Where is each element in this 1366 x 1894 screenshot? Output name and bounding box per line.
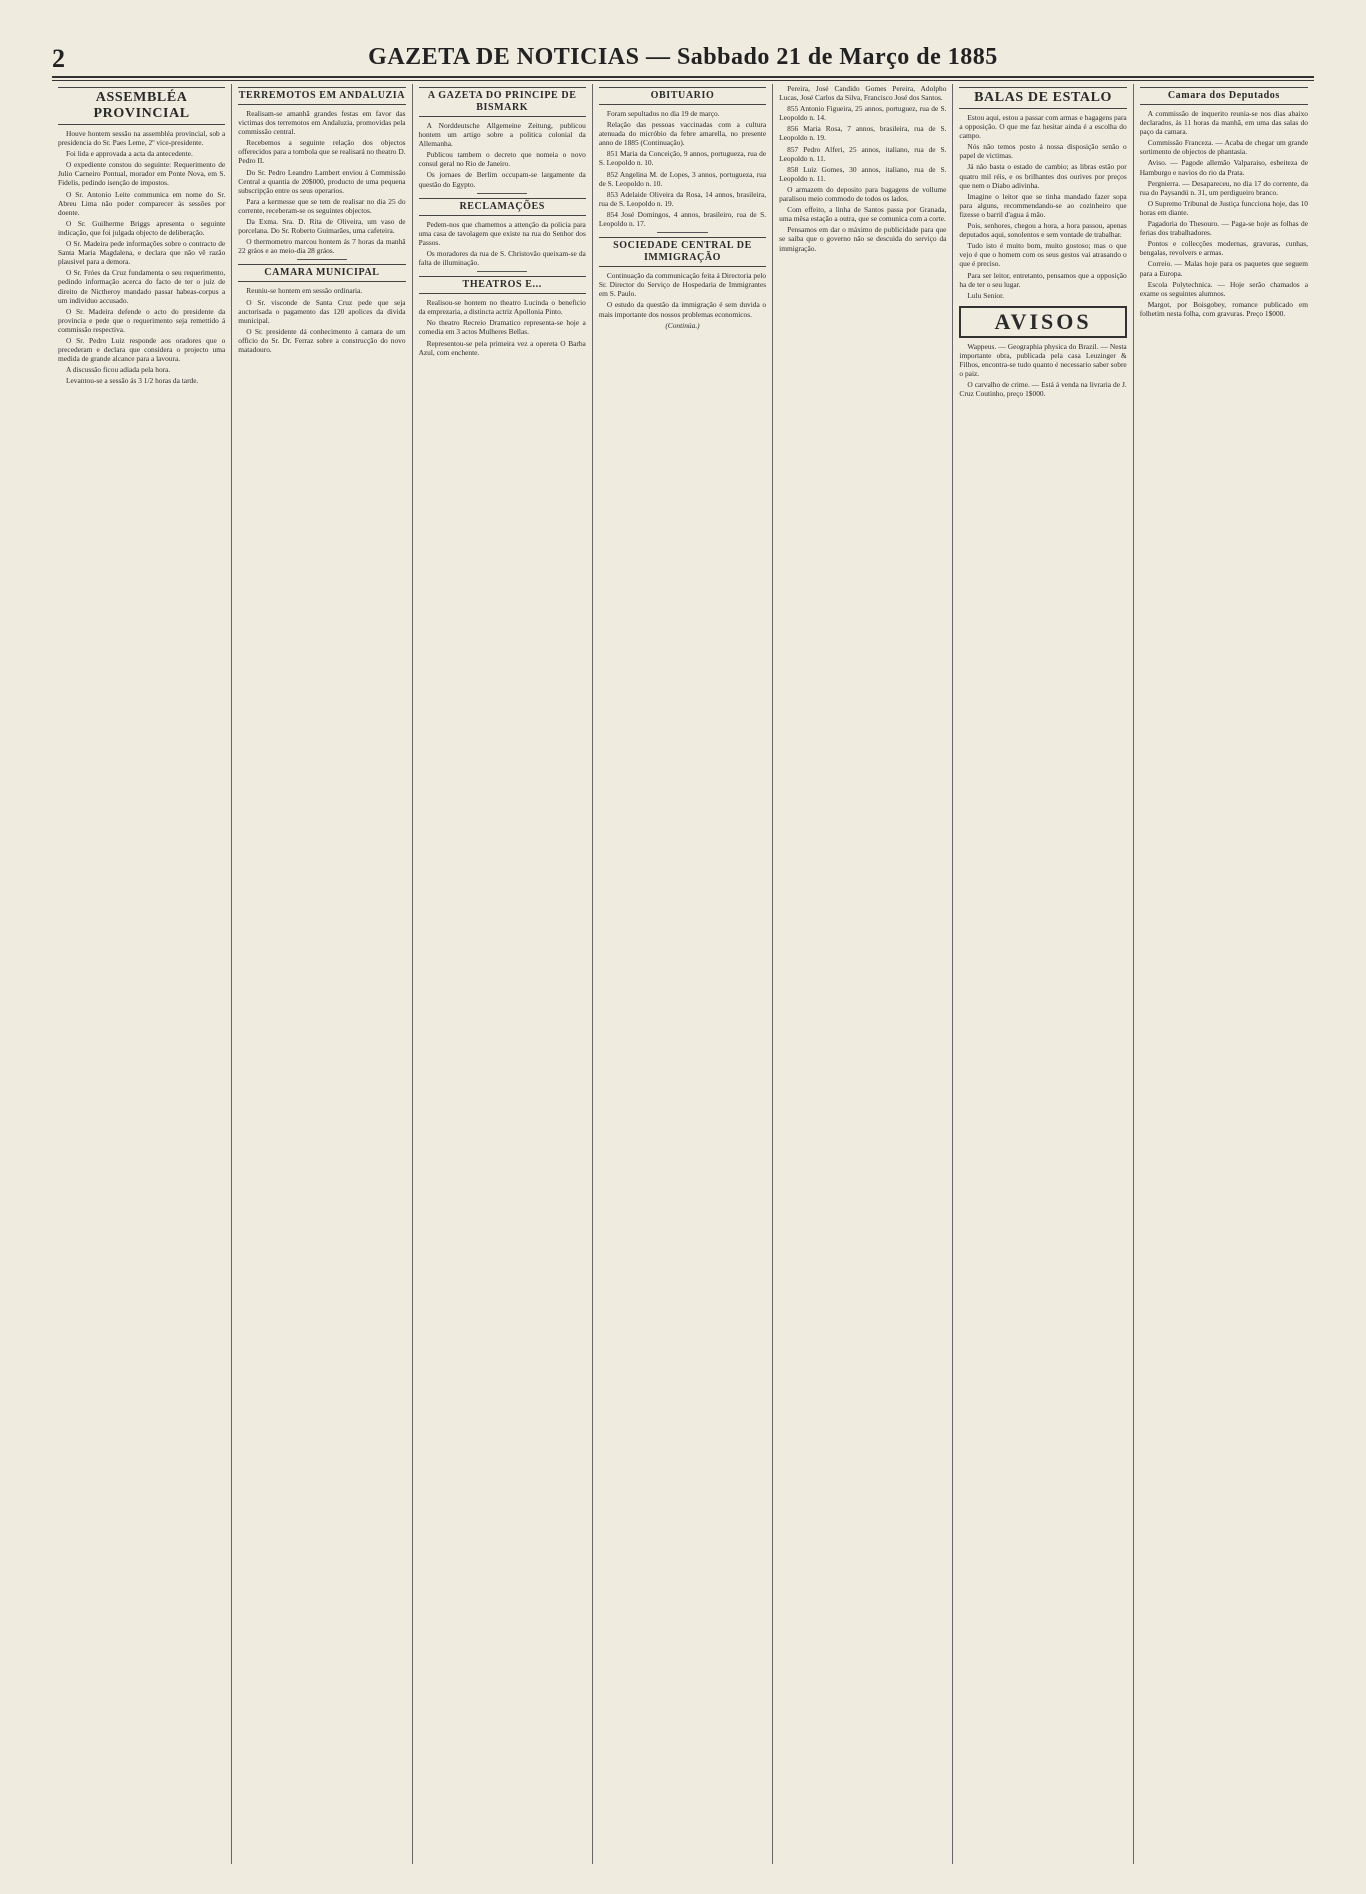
article-paragraph: Realisam-se amanhã grandes festas em favor das victimas dos terremotos em Andaluzia, promovidas pela commissão central. bbox=[238, 109, 406, 137]
article-paragraph: Publicou tambem o decreto que nomeia o novo consul geral no Rio de Janeiro. bbox=[418, 150, 586, 169]
article-paragraph: O armazem do deposito para bagagens de vollume paralisou meio commodo de todos os lados. bbox=[779, 184, 947, 204]
column-4 bbox=[593, 84, 773, 1864]
article-paragraph: O Supremo Tribunal de Justiça funcciona hoje, das 10 horas em diante. bbox=[1139, 198, 1308, 217]
article-paragraph: O carvalho de crime. — Está á venda na livraria de J. Cruz Coutinho, preço 1$000. bbox=[959, 380, 1127, 399]
article-paragraph: O Sr. visconde de Santa Cruz pede que seja auctorisada o pagamento das 120 apolices da divida municipal. bbox=[238, 297, 406, 325]
divider bbox=[477, 271, 527, 272]
article-paragraph: Pontos e collecções modernas, gravuras, cunhas, bengalas, revolvers e armas. bbox=[1139, 239, 1308, 258]
section-heading: TERREMOTOS EM ANDALUZIA bbox=[238, 87, 405, 105]
article-paragraph: Escola Polytechnica. — Hoje serão chamados a exame os seguintes alumnos. bbox=[1139, 279, 1308, 298]
continued-note: (Continúa.) bbox=[665, 320, 700, 330]
divider bbox=[477, 193, 527, 194]
article-paragraph: Foi lida e approvada a acta da antecedente. bbox=[66, 149, 193, 159]
article-paragraph: Levantou-se a sessão ás 3 1/2 horas da tarde. bbox=[66, 376, 199, 386]
article-paragraph: Estou aqui, estou a passar com armas e bagagens para a opposição. O que me faz hesitar ainda é a escolha do campo. bbox=[959, 113, 1127, 141]
article-paragraph: 856 Maria Rosa, 7 annos, brasileira, rua de S. Leopoldo n. 19. bbox=[779, 124, 947, 143]
section-heading: RECLAMAÇÕES bbox=[419, 198, 586, 216]
divider bbox=[297, 259, 347, 260]
article-paragraph: A discussão ficou adiada pela hora. bbox=[66, 365, 171, 375]
column-7 bbox=[1134, 84, 1314, 1864]
article-paragraph: Correio. — Malas hoje para os paquetes que seguem para a Europa. bbox=[1139, 259, 1308, 278]
article-paragraph: Realisou-se hontem no theatro Lucinda o beneficio da emprezaria, a distincta actriz Apollonia Pinto. bbox=[418, 298, 586, 317]
article-paragraph: O expediente constou do seguinte: Requerimento de Julio Carneiro Pontual, morador em Ponte Nova, em S. Fidelis, pedindo isenção de impostos. bbox=[58, 160, 226, 188]
article-paragraph: Aviso. — Pagode allemão Valparaiso, esbeiteza de Hamburgo e navios do rio da Prata. bbox=[1139, 158, 1308, 177]
article-paragraph: Pagadoria do Thesouro. — Paga-se hoje as folhas de ferias dos trabalhadores. bbox=[1139, 219, 1308, 238]
article-paragraph: Houve hontem sessão na assembléa provincial, sob a presidencia do Sr. Paes Leme, 2º vice-presidente. bbox=[58, 129, 226, 148]
article-paragraph: O Sr. Pedro Luiz responde aos oradores que o precederam e declara que considera o projecto uma medida de grande alcance para a lavoura. bbox=[58, 335, 226, 364]
section-heading: Camara dos Deputados bbox=[1140, 87, 1308, 105]
article-paragraph: Pedem-nos que chamemos a attenção da policia para uma casa de tavolagem que existe na rua do Senhor dos Passos. bbox=[418, 219, 586, 247]
article-paragraph: Os jornaes de Berlim occupam-se largamente da questão do Egypto. bbox=[418, 170, 586, 189]
article-paragraph: Para ser leitor, entretanto, pensamos que a opposição ha de ter o seu lugar. bbox=[959, 270, 1127, 289]
article-paragraph: Tudo isto é muito bom, muito gostoso; mas o que vejo é que o homem com os seus gestos vai atrasando o que é preciso. bbox=[959, 241, 1127, 269]
article-paragraph: O Sr. presidente dá conhecimento á camara de um officio do Sr. Dr. Ferraz sobre a construcção do novo matadouro. bbox=[238, 326, 406, 354]
divider bbox=[657, 232, 707, 233]
article-paragraph: Da Exma. Sra. D. Rita de Oliveira, um vaso de porcelana. Do Sr. Roberto Guimarães, uma cafeteira. bbox=[238, 217, 406, 236]
article-paragraph: Lulu Senior. bbox=[967, 290, 1004, 300]
article-paragraph: Pergnierra. — Desapareceu, no dia 17 do corrente, da rua do Paysandú n. 31, um perdigueiro branco. bbox=[1139, 178, 1308, 197]
section-heading: ASSEMBLÉA PROVINCIAL bbox=[58, 87, 225, 125]
article-paragraph: A commissão de inquerito reunia-se nos dias abaixo declarados, ás 11 horas da manhã, em uma das salas do paço da camara. bbox=[1139, 109, 1308, 137]
article-paragraph: O Sr. Antonio Leite communica em nome do Sr. Abreu Lima não poder comparecer ás sessões por doente. bbox=[58, 189, 226, 217]
article-paragraph: Wappeus. — Geographia physica do Brazil. — Nesta importante obra, publicada pela casa Leuzinger & Filhos, encontra-se tudo quanto é necessario saber sobre o paiz. bbox=[959, 341, 1127, 379]
article-paragraph: O Sr. Madeira pede informações sobre o contracto de Santa Maria Magdalena, e declara que não vê razão plausivel para a demora. bbox=[58, 239, 226, 267]
article-paragraph: 855 Antonio Figueira, 25 annos, portuguez, rua de S. Leopoldo n. 14. bbox=[779, 104, 947, 123]
masthead bbox=[52, 44, 1314, 78]
article-paragraph: 853 Adelaide Oliveira da Rosa, 14 annos, brasileira, rua de S. Leopoldo n. 19. bbox=[598, 189, 767, 208]
columns-container bbox=[52, 84, 1314, 1864]
article-paragraph: A Norddeutsche Allgemeine Zeitung, publicou hontem um artigo sobre a politica colonial da Allemanha. bbox=[418, 121, 586, 149]
article-paragraph: Continuação da communicação feita á Directoria pelo Sr. Director do Serviço de Hospedaria de Immigrantes em S. Paulo. bbox=[598, 271, 767, 299]
article-paragraph: 858 Luiz Gomes, 30 annos, italiano, rua de S. Leopoldo n. 11. bbox=[779, 164, 947, 183]
article-paragraph: Pereira, José Candido Gomes Pereira, Adolpho Lucas, José Carlos da Silva, Francisco José dos Santos. bbox=[779, 84, 947, 103]
article-paragraph: Foram sepultados no dia 19 de março. bbox=[606, 109, 720, 118]
article-paragraph: Representou-se pela primeira vez a opereta O Barba Azul, com enchente. bbox=[418, 338, 586, 357]
section-heading: THEATROS E... bbox=[419, 276, 586, 294]
article-paragraph: Os moradores da rua de S. Christovão queixam-se da falta de illuminação. bbox=[418, 248, 586, 268]
column-6 bbox=[953, 84, 1133, 1864]
article-paragraph: Pois, senhores, chegou a hora, a hora passou, apenas deputados aqui, sonolentos e sem vontade de trabalhar. bbox=[959, 221, 1127, 240]
masthead-rule bbox=[52, 80, 1314, 81]
article-paragraph: O estudo da questão da immigração é sem duvida o mais importante dos nossos problemas economicos. bbox=[598, 300, 767, 319]
article-paragraph: Para a kermesse que se tem de realisar no dia 25 do corrente, receberam-se os seguintes objectos. bbox=[238, 196, 406, 215]
article-paragraph: Do Sr. Pedro Leandro Lambert enviou á Commissão Central a quantia de 20$000, producto de uma pequena subscripção entre os seus operarios. bbox=[238, 167, 406, 195]
article-paragraph: Margot, por Boisgobey, romance publicado em folhetim nesta folha, com gravuras. Preço 1$000. bbox=[1139, 299, 1308, 318]
article-paragraph: O Sr. Fróes da Cruz fundamenta o seu requerimento, pedindo informação acerca do facto de ter o juiz de direito de Nictheroy mandado passar habeas-corpus a um individuo accusado. bbox=[58, 268, 226, 305]
article-paragraph: 852 Angelina M. de Lopes, 3 annos, portugueza, rua de S. Leopoldo n. 10. bbox=[598, 169, 767, 188]
article-paragraph: Com effeito, a linha de Santos passa por Granada, uma mêsa estação a outra, que se comunica com a corte. bbox=[779, 205, 947, 224]
column-5 bbox=[773, 84, 953, 1864]
article-paragraph: Imagine o leitor que se tinha mandado fazer sopa para alguns, recommendando-se ao cozinheiro que fizesse o barril d'agua á mão. bbox=[959, 191, 1127, 219]
article-paragraph: O thermometro marcou hontem ás 7 horas da manhã 22 gráos e ao meio-dia 28 gráos. bbox=[238, 237, 406, 256]
section-heading: SOCIEDADE CENTRAL DE IMMIGRAÇÃO bbox=[599, 237, 766, 267]
article-paragraph: Já não basta o estado de cambio; as libras estão por quatro mil réis, e os brilhantes dos ourives por preços que nem o Diabo adivinha. bbox=[959, 162, 1127, 190]
avisos-heading: AVISOS bbox=[959, 306, 1126, 338]
article-paragraph: Pensamos em dar o máximo de publicidade para que se saiba que o governo não se descuida do serviço da immigração. bbox=[779, 225, 947, 253]
article-paragraph: O Sr. Madeira defende o acto do presidente da provincia e pede que o requerimento seja remettido á commissão respectiva. bbox=[58, 306, 226, 334]
article-paragraph: No theatro Recreio Dramatico representa-se hoje a comedia em 3 actos Mulheres Bellas. bbox=[418, 318, 586, 337]
article-paragraph: 854 José Domingos, 4 annos, brasileiro, rua de S. Leopoldo n. 17. bbox=[598, 209, 767, 229]
section-heading: OBITUARIO bbox=[599, 87, 766, 105]
section-heading: BALAS DE ESTALO bbox=[959, 87, 1126, 109]
newspaper-title: GAZETA DE NOTICIAS — Sabbado 21 de Março de 1885 bbox=[368, 44, 998, 70]
article-paragraph: Nós não temos posto á nossa disposição senão o papel de victimas. bbox=[959, 142, 1127, 161]
article-paragraph: Commissão Franceza. — Acaba de chegar um grande sortimento de objectos de phantasia. bbox=[1139, 138, 1308, 157]
section-heading: CAMARA MUNICIPAL bbox=[238, 264, 405, 282]
article-paragraph: O Sr. Guilherme Briggs apresenta o seguinte indicação, que foi julgada objecto de deliberação. bbox=[58, 218, 226, 237]
article-paragraph: Relação das pessoas vaccinadas com a cultura atenuada do micróbio da febre amarella, no presente anno de 1885 (Continuação). bbox=[598, 120, 767, 148]
section-heading: A GAZETA DO PRINCIPE DE BISMARK bbox=[419, 87, 586, 117]
article-paragraph: Reuniu-se hontem em sessão ordinaria. bbox=[246, 286, 363, 296]
article-paragraph: 857 Pedro Alferi, 25 annos, italiano, rua de S. Leopoldo n. 11. bbox=[779, 144, 947, 163]
column-1 bbox=[52, 84, 232, 1864]
article-paragraph: Recebemos a seguinte relação dos objectos offerecidos para a tombola que se realisará no theatro D. Pedro II. bbox=[238, 138, 406, 166]
page-number: 2 bbox=[52, 44, 65, 73]
article-paragraph: 851 Maria da Conceição, 9 annos, portugueza, rua de S. Leopoldo n. 10. bbox=[598, 149, 767, 168]
column-3 bbox=[413, 84, 593, 1864]
column-2 bbox=[232, 84, 412, 1864]
